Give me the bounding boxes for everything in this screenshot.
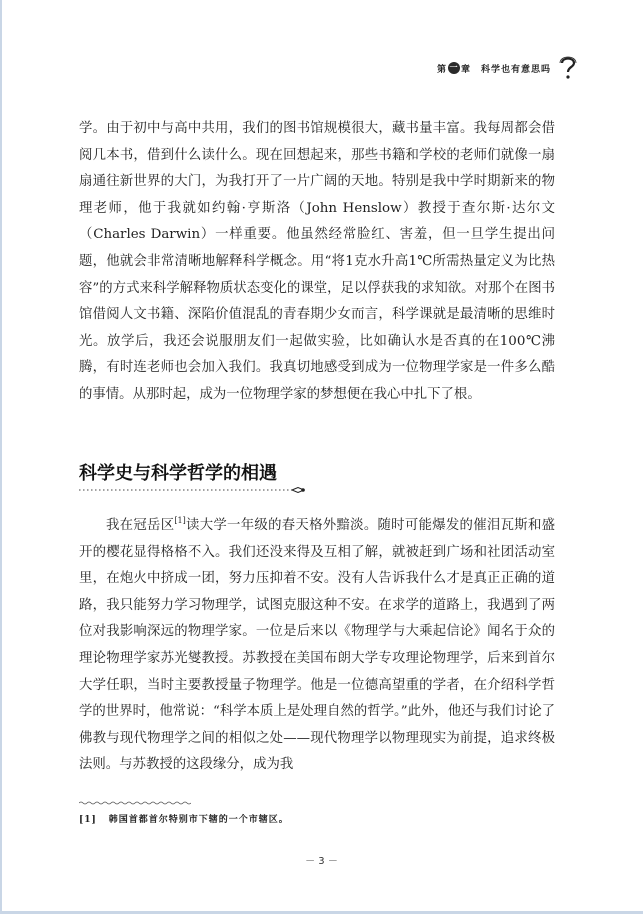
paragraph-2-lead: 我在冠岳区 (106, 518, 175, 533)
running-header (437, 55, 579, 81)
footnote-marker: [1] (79, 815, 97, 825)
question-mark-icon (557, 55, 579, 81)
body-paragraph-2 (79, 508, 555, 779)
chapter-prefix: 第 (436, 64, 447, 75)
chapter-number-badge: 一 (449, 63, 459, 72)
chapter-suffix: 章 (460, 64, 471, 75)
page-number: － 3 － (305, 856, 338, 867)
section-divider (79, 487, 305, 493)
body-paragraph-1: 学。由于初中与高中共用，我们的图书馆规模很大，藏书量丰富。我每周都会借阅几本书，借到什么读什么。现在回想起来，那些书籍和学校的老师们就像一扇扇通往新世界的大门，为我打开了一片广阔的天地。特别是我中学时期新来的物理老师，他于我就如约翰·亨斯洛（John Henslow）教授于查尔斯·达尔文（Charles Darwin）一样重要。他虽然经常脸红、害羞，但一旦学生提出问题，他就会非常清晰地解释科学概念。用“将1克水升高1℃所需热量定义为比热容”的方式来科学解释物质状态变化的课堂，足以俘获我的求知欲。对那个在图书馆借阅人文书籍、深陷价值混乱的青春期少女而言，科学课就是最清晰的思维时光。放学后，我还会说服朋友们一起做实验，比如确认水是否真的在100℃沸腾，有时连老师也会加入我们。我真切地感受到成为一位物理学家是一件多么酷的事情。从那时起，成为一位物理学家的梦想便在我心中扎下了根。 (79, 121, 555, 402)
footnote-reference[interactable]: [1] (174, 516, 186, 525)
page-frame-left (0, 0, 2, 914)
paragraph-2-rest: 读大学一年级的春天格外黯淡。随时可能爆发的催泪瓦斯和盛开的樱花显得格格不入。我们还没来得及互相了解，就被赶到广场和社团活动室里，在炮火中挤成一团，努力压抑着不安。没有人告诉我什么才是真正正确的道路，我只能努力学习物理学，试图克服这种不安。在求学的道路上，我遇到了两位对我影响深远的物理学家。一位是后来以《物理学与大乘起信论》闻名于众的理论物理学家苏光燮教授。苏教授在美国布朗大学专攻理论物理学，后来到首尔大学任职，当时主要教授量子物理学。他是一位德高望重的学者，在介绍科学哲学的世界时，他常说：“科学本质上是处理自然的哲学。”此外，他还与我们讨论了佛教与现代物理学之间的相似之处——现代物理学以物理现实为前提，追求终极法则。与苏教授的这段缘分，成为我 (79, 518, 556, 773)
chapter-title: 科学也有意思吗 (480, 64, 551, 75)
footnote-text: 韩国首都首尔特别市下辖的一个市辖区。 (108, 815, 289, 825)
section-title: 科学史与科学哲学的相遇 (79, 463, 277, 484)
footnote-separator (79, 801, 191, 805)
footnote (79, 812, 289, 825)
